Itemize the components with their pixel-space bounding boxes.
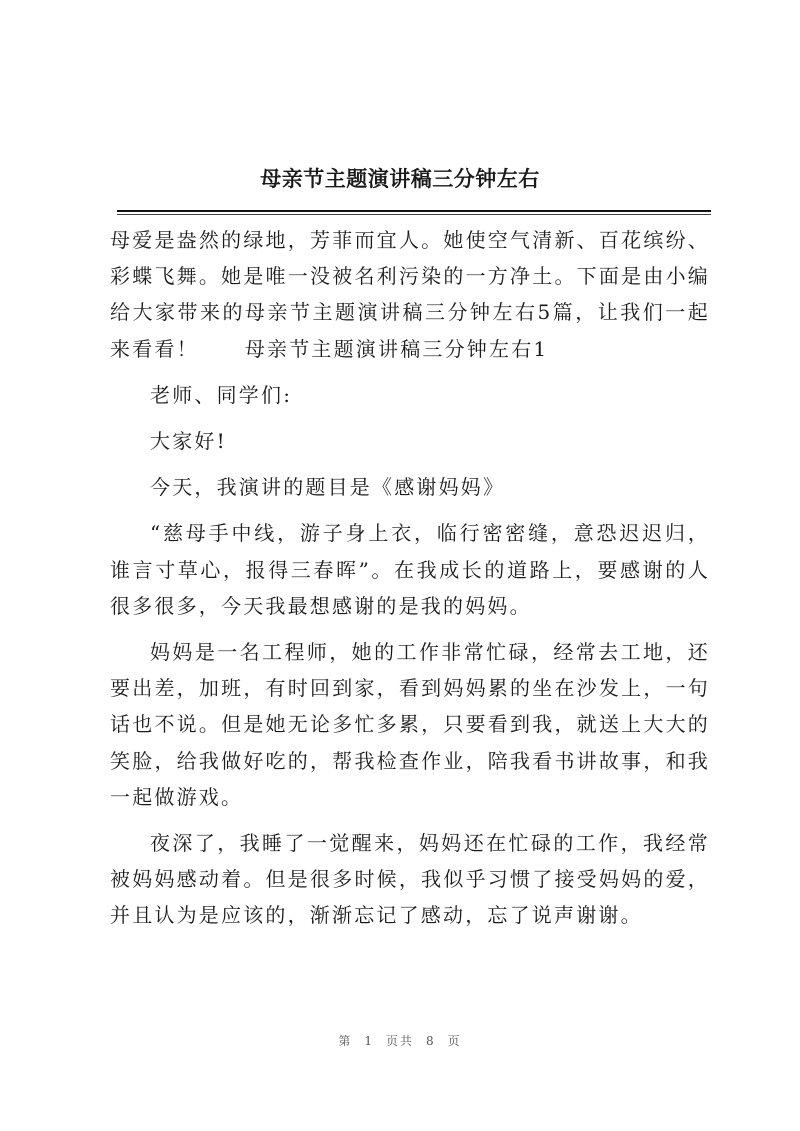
intro-paragraph — [110, 222, 710, 367]
footer-mid: 页共 — [385, 1034, 414, 1048]
intro-text: 母爱是盎然的绿地，芳菲而宜人。她使空气清新、百花缤纷、彩蝶飞舞。她是唯一没被名利污染的一方净土。下面是由小编给大家带来的母亲节主题演讲稿三分钟左右5篇，让我们一起来看看！ — [110, 228, 710, 361]
document-title: 母亲节主题演讲稿三分钟左右 — [260, 166, 540, 191]
footer-suffix: 页 — [447, 1034, 462, 1048]
paragraph-topic: 今天，我演讲的题目是《感谢妈妈》 — [150, 475, 506, 500]
paragraph-greeting: 大家好! — [150, 429, 227, 454]
paragraph-mother-work: 妈妈是一名工程师，她的工作非常忙碌，经常去工地，还要出差，加班，有时回到家，看到妈妈累的坐在沙发上，一句话也不说。但是她无论多忙多累，只要看到我，就送上大大的笑脸，给我做好吃的，帮我检查作业，陪我看书讲故事，和我一起做游戏。 — [110, 640, 710, 809]
paragraph-salutation: 老师、同学们: — [150, 382, 293, 407]
document-body — [110, 222, 710, 944]
title-rule-thin — [117, 214, 711, 215]
footer-total-pages: 8 — [426, 1034, 436, 1048]
footer-prefix: 第 — [338, 1034, 353, 1048]
page-footer — [0, 1032, 800, 1049]
section-heading: 母亲节主题演讲稿三分钟左右1 — [244, 336, 549, 361]
title-rule-thick — [117, 210, 711, 212]
paragraph-night: 夜深了，我睡了一觉醒来，妈妈还在忙碌的工作，我经常被妈妈感动着。但是很多时候，我似乎习惯了接受妈妈的爱，并且认为是应该的，渐渐忘记了感动，忘了说声谢谢。 — [110, 831, 710, 928]
paragraph-poem: “慈母手中线，游子身上衣，临行密密缝，意恐迟迟归，谁言寸草心，报得三春晖”。在我成长的道路上，要感谢的人很多很多，今天我最想感谢的是我的妈妈。 — [110, 521, 710, 618]
footer-page-number: 1 — [364, 1034, 374, 1048]
